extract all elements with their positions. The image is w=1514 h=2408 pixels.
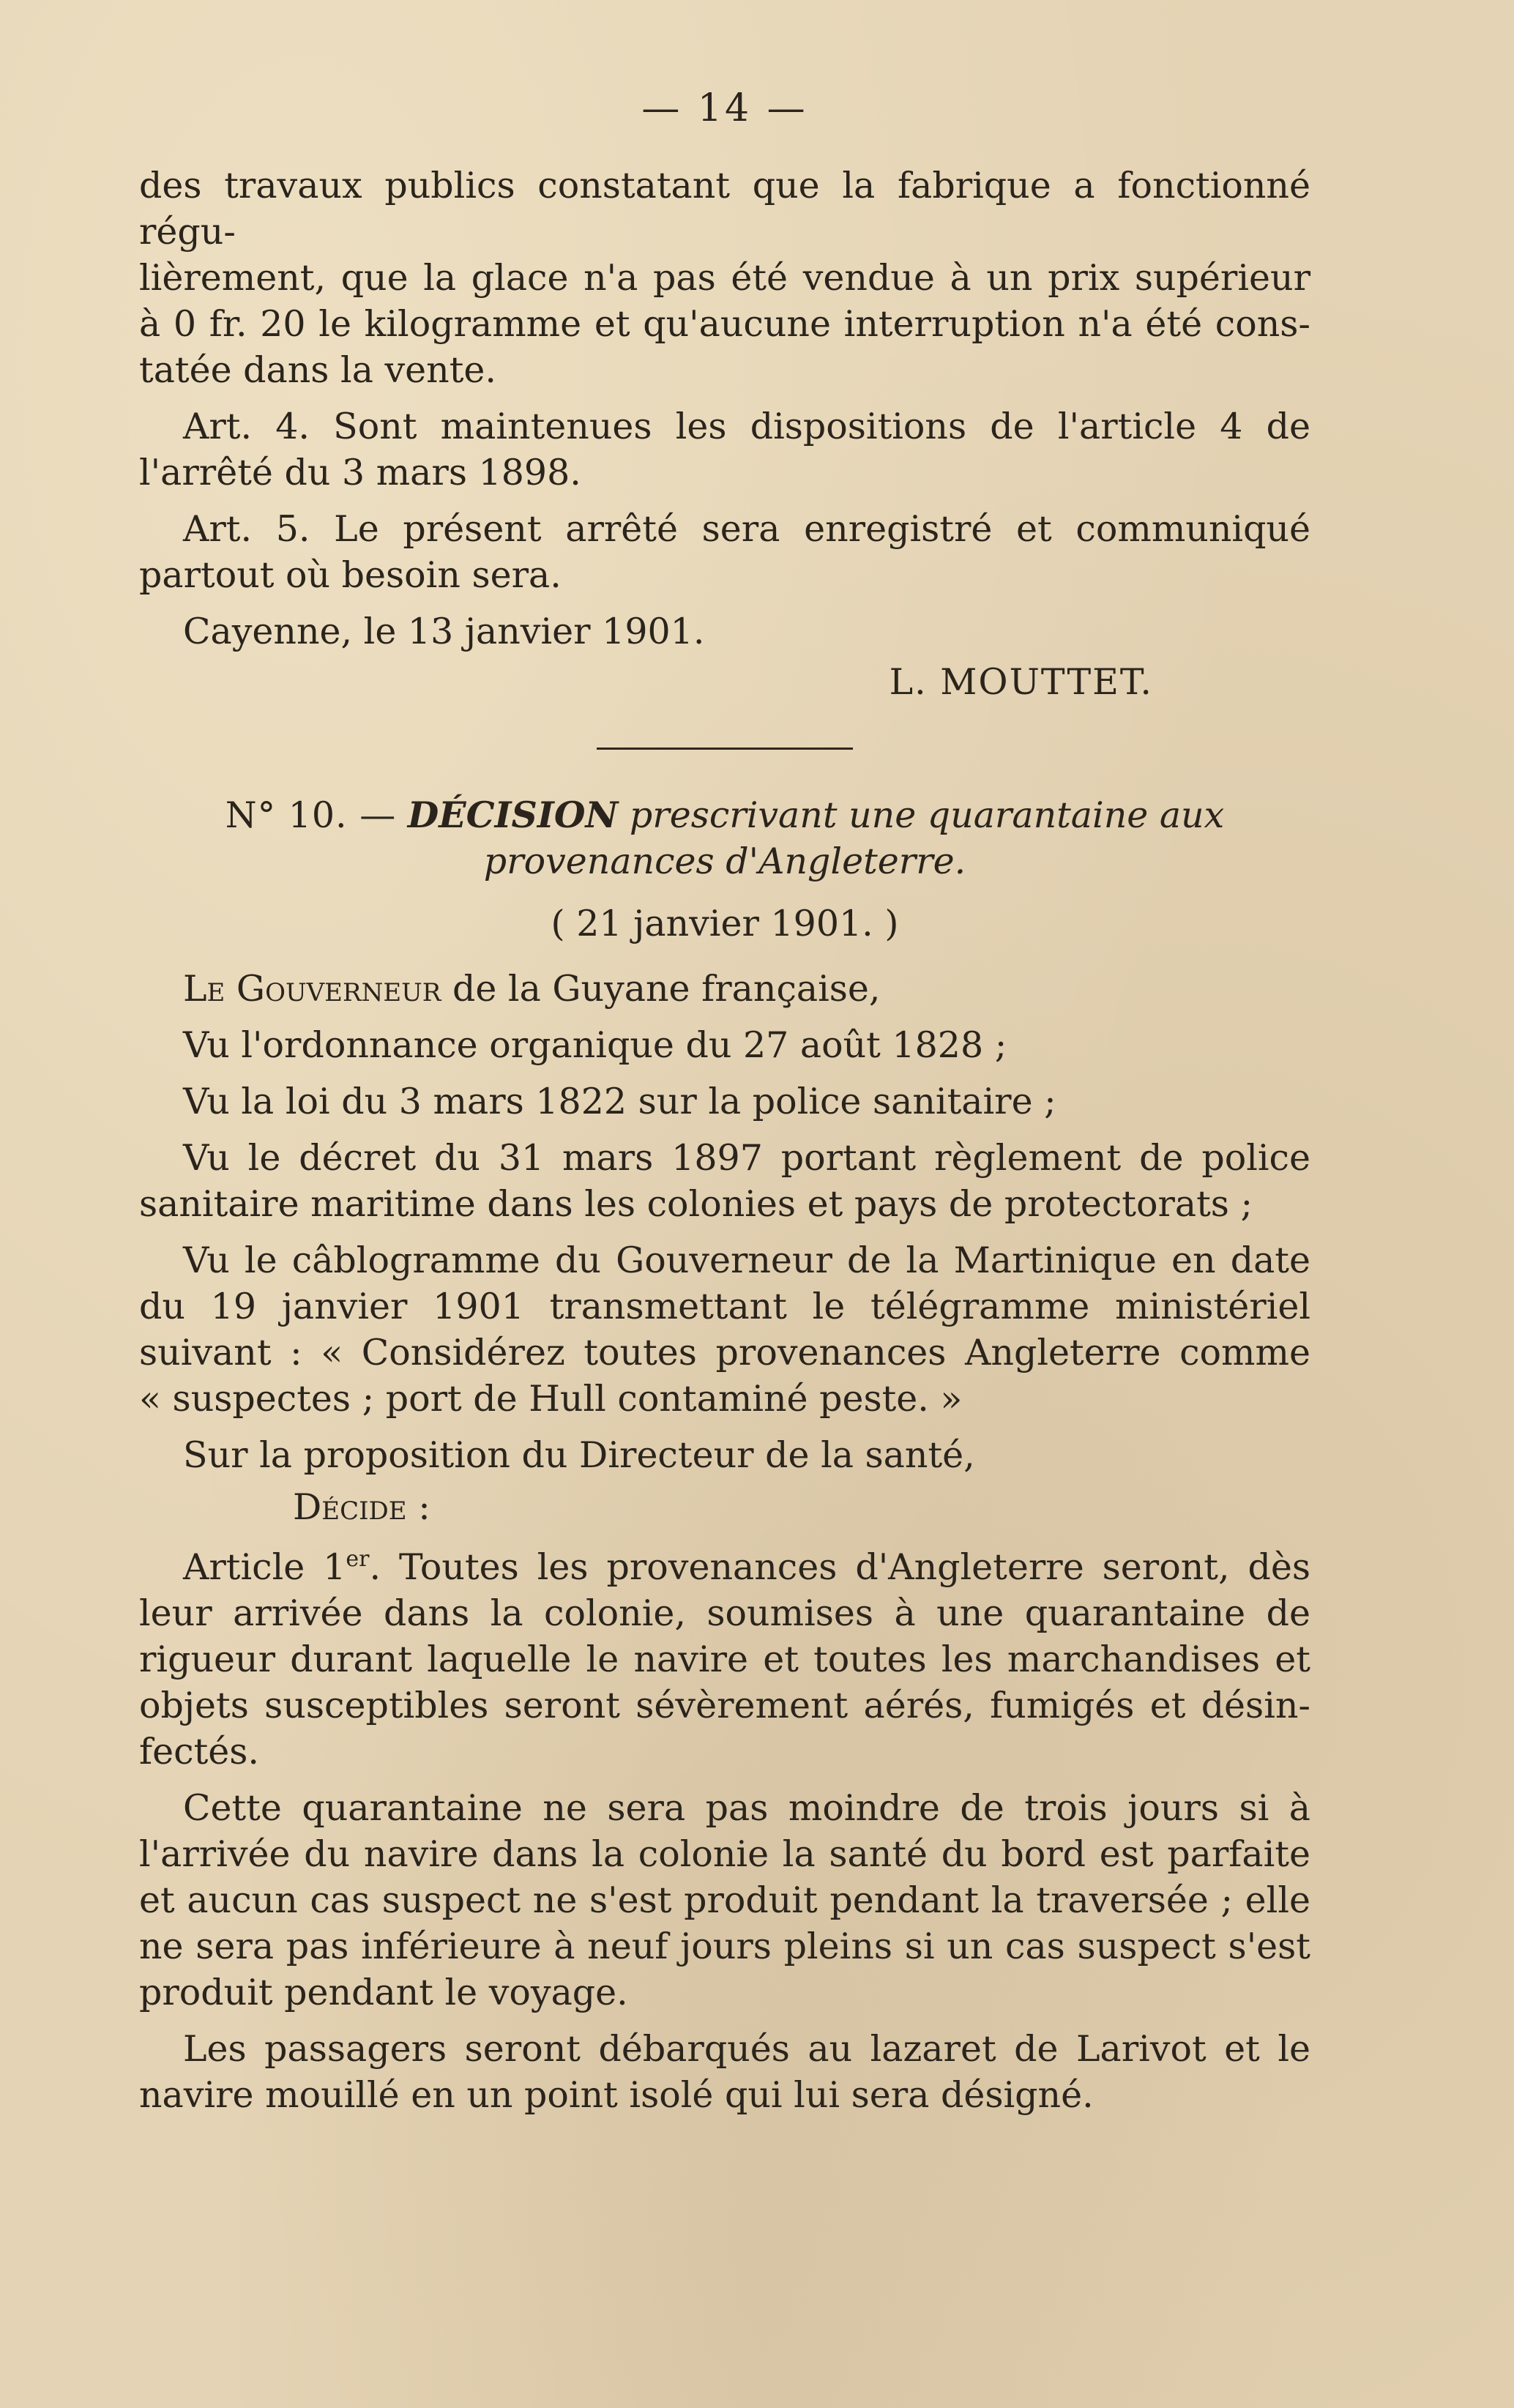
article-5 [139, 506, 1310, 598]
vu-cablogramme [139, 1237, 1310, 1422]
text-line: leur arrivée dans la colonie, soumises à une quarantaine de [139, 1592, 1310, 1634]
text-line: lièrement, que la glace n'a pas été vendue à un prix supérieur [139, 257, 1310, 299]
text-line: Vu le câblogramme du Gouverneur de la Martinique en date [183, 1240, 1310, 1281]
text-line: Art. 5. Le présent arrêté sera enregistré et communiqué [183, 508, 1310, 550]
article-1 [139, 1536, 1310, 1775]
text-line: Vu le décret du 31 mars 1897 portant règlement de police [183, 1137, 1310, 1179]
proposition: Sur la proposition du Directeur de la santé, [183, 1434, 975, 1476]
heading-text: prescrivant une quarantaine aux [629, 794, 1225, 836]
text-line: et aucun cas suspect ne s'est produit pendant la traversée ; elle [139, 1879, 1310, 1921]
text-line: objets susceptibles seront sévèrement aérés, fumigés et désin- [139, 1685, 1310, 1726]
text-line: fectés. [139, 1731, 259, 1773]
heading-line-1 [139, 792, 1310, 838]
text-line: du 19 janvier 1901 transmettant le télégramme ministériel [139, 1286, 1310, 1327]
decision-word: DÉCISION [407, 794, 619, 836]
text-line: l'arrivée du navire dans la colonie la santé du bord est parfaite [139, 1833, 1310, 1875]
page-number: — 14 — [641, 86, 808, 130]
article-4 [139, 403, 1310, 496]
text-line: partout où besoin sera. [139, 554, 562, 596]
text-line: à 0 fr. 20 le kilogramme et qu'aucune interruption n'a été cons- [139, 303, 1310, 345]
place-date: Cayenne, le 13 janvier 1901. [183, 611, 705, 652]
article-1-prefix: Article 1 [183, 1546, 346, 1588]
heading-line-2: provenances d'Angleterre. [483, 840, 966, 882]
vu-ordonnance: Vu l'ordonnance organique du 27 août 1828 ; [183, 1024, 1007, 1066]
vu-decret [139, 1135, 1310, 1227]
divider-rule [597, 748, 853, 750]
article-1-sup: er [346, 1546, 370, 1572]
quarantaine-paragraph [139, 1785, 1310, 2016]
signature: L. MOUTTET. [889, 661, 1153, 703]
text-line: Cette quarantaine ne sera pas moindre de trois jours si à [183, 1787, 1310, 1829]
text-line: sanitaire maritime dans les colonies et pays de protectorats ; [139, 1183, 1253, 1225]
text-line: suivant : « Considérez toutes provenances Angleterre comme [139, 1332, 1310, 1373]
article-1-line-1: . Toutes les provenances d'Angleterre seront, dès [369, 1546, 1310, 1588]
governor-rest: de la Guyane française, [452, 968, 881, 1010]
governor-title: Le Gouverneur [183, 968, 441, 1010]
passagers-paragraph [139, 2026, 1310, 2118]
text-line: Les passagers seront débarqués au lazaret de Larivot et le [183, 2028, 1310, 2070]
text-line: rigueur durant laquelle le navire et toutes les marchandises et [139, 1639, 1310, 1680]
governor-line [139, 966, 1310, 1012]
continuation-paragraph [139, 163, 1310, 393]
decision-heading [139, 792, 1310, 884]
text-line: « suspectes ; port de Hull contaminé peste. » [139, 1378, 963, 1420]
text-line: Art. 4. Sont maintenues les dispositions de l'article 4 de [183, 406, 1310, 447]
vu-loi: Vu la loi du 3 mars 1822 sur la police sanitaire ; [183, 1081, 1056, 1122]
text-line: navire mouillé en un point isolé qui lui sera désigné. [139, 2074, 1094, 2116]
text-line: ne sera pas inférieure à neuf jours pleins si un cas suspect s'est [139, 1926, 1310, 1967]
decision-date: ( 21 janvier 1901. ) [551, 903, 899, 944]
text-line [139, 1536, 1310, 1590]
text-line: tatée dans la vente. [139, 349, 496, 391]
decide-label: Décide : [293, 1486, 430, 1528]
text-line: produit pendant le voyage. [139, 1972, 628, 2013]
document-body [139, 163, 1310, 2118]
text-line: l'arrêté du 3 mars 1898. [139, 452, 581, 493]
text-line: des travaux publics constatant que la fabrique a fonctionné régu- [139, 165, 1310, 253]
decision-number: N° 10. — [225, 794, 397, 836]
